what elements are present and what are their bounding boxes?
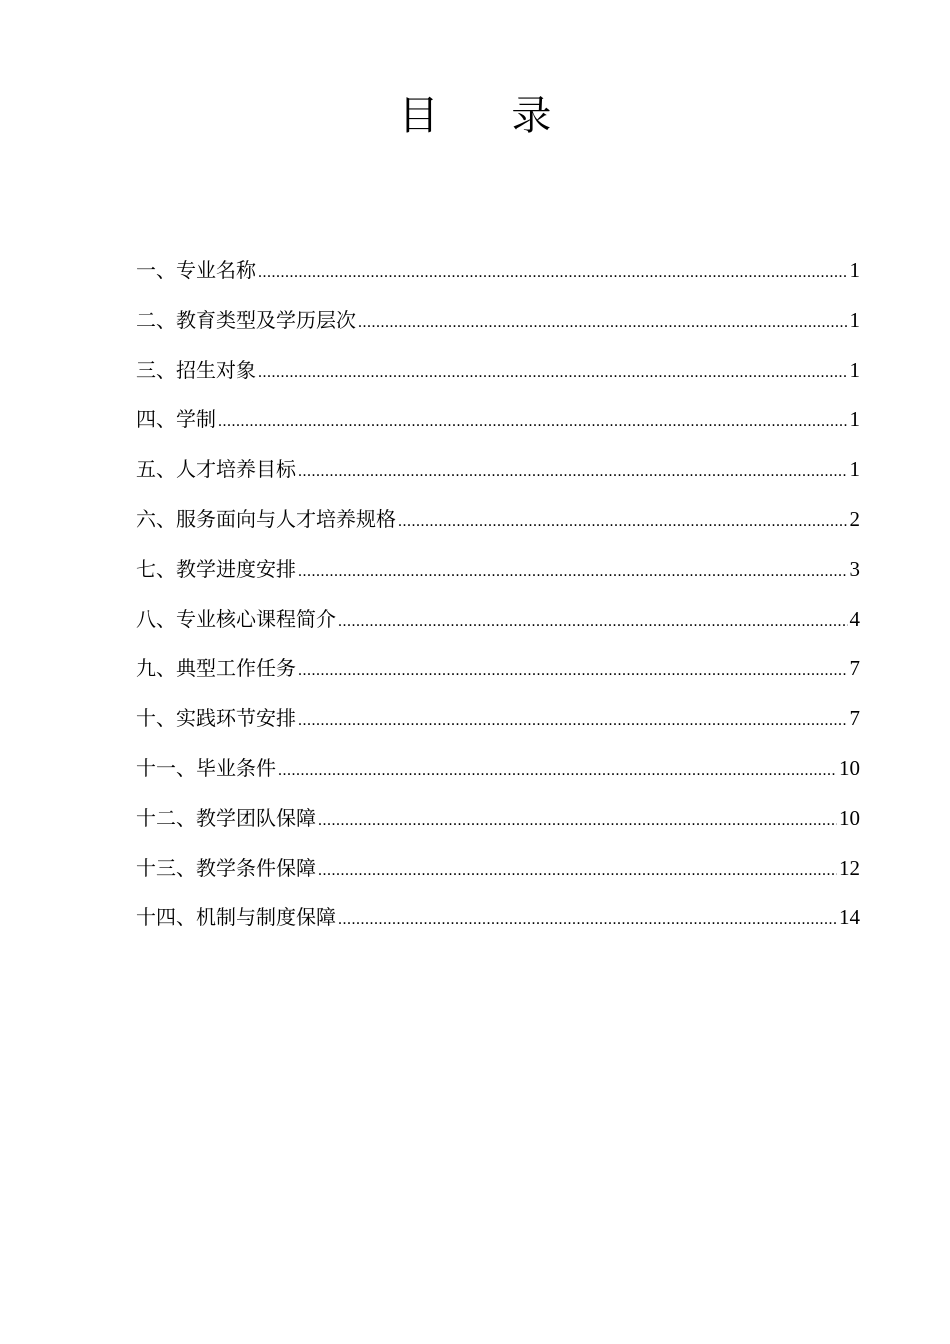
toc-entry[interactable] (136, 402, 860, 452)
toc-dot-leader (318, 804, 837, 838)
toc-entry-label: 二、教育类型及学历层次 (136, 307, 356, 332)
toc-dot-leader (398, 505, 848, 539)
toc-entry-page: 4 (849, 606, 860, 631)
toc-dot-leader (298, 455, 848, 489)
toc-dot-leader (338, 903, 837, 937)
toc-entry[interactable] (136, 701, 860, 751)
toc-entry[interactable] (136, 552, 860, 602)
toc-entry-label: 三、招生对象 (136, 357, 256, 382)
toc-entry-label: 一、专业名称 (136, 258, 256, 282)
toc-entry-label: 五、人才培养目标 (136, 457, 296, 482)
toc-entry-page: 1 (849, 258, 860, 282)
toc-entry-label: 十三、教学条件保障 (136, 855, 316, 880)
toc-entry[interactable] (136, 801, 860, 851)
toc-entry-label: 十一、毕业条件 (136, 755, 276, 780)
toc-dot-leader (218, 405, 848, 439)
toc-dot-leader (258, 356, 848, 390)
toc-entry-page: 1 (849, 357, 860, 382)
toc-dot-leader (298, 704, 848, 738)
toc-dot-leader (278, 754, 837, 788)
toc-entry[interactable] (136, 303, 860, 353)
toc-entry[interactable] (136, 651, 860, 701)
toc-entry-label: 四、学制 (136, 407, 216, 432)
toc-dot-leader (298, 654, 848, 688)
toc-entry[interactable] (136, 502, 860, 552)
toc-entry[interactable] (136, 253, 860, 303)
toc-entry-label: 十、实践环节安排 (136, 706, 296, 731)
toc-entry-page: 14 (839, 905, 860, 930)
toc-dot-leader (358, 306, 848, 340)
toc-dot-leader (318, 854, 837, 888)
toc-entry-page: 10 (839, 805, 860, 830)
toc-entry-label: 六、服务面向与人才培养规格 (136, 506, 396, 531)
toc-entry-page: 7 (849, 656, 860, 681)
toc-entry[interactable] (136, 900, 860, 950)
toc-entry[interactable] (136, 452, 860, 502)
toc-entry-page: 12 (839, 855, 860, 880)
toc-entry-page: 1 (849, 457, 860, 482)
toc-entry[interactable] (136, 602, 860, 652)
toc-entry-page: 2 (849, 506, 860, 531)
toc-entry-page: 10 (839, 755, 860, 780)
page-title: 目 录 (398, 93, 582, 139)
toc-entry[interactable] (136, 353, 860, 403)
table-of-contents (136, 253, 860, 950)
toc-dot-leader (258, 256, 848, 290)
toc-dot-leader (338, 605, 848, 639)
toc-entry-label: 八、专业核心课程简介 (136, 606, 336, 631)
toc-entry-page: 1 (849, 407, 860, 432)
toc-dot-leader (298, 555, 848, 589)
toc-entry-label: 十二、教学团队保障 (136, 805, 316, 830)
toc-entry-page: 7 (849, 706, 860, 731)
toc-entry-page: 3 (849, 556, 860, 581)
toc-entry-label: 十四、机制与制度保障 (136, 905, 336, 930)
toc-entry-label: 九、典型工作任务 (136, 656, 296, 681)
toc-entry-label: 七、教学进度安排 (136, 556, 296, 581)
toc-entry[interactable] (136, 851, 860, 901)
toc-entry[interactable] (136, 751, 860, 801)
toc-entry-page: 1 (849, 307, 860, 332)
